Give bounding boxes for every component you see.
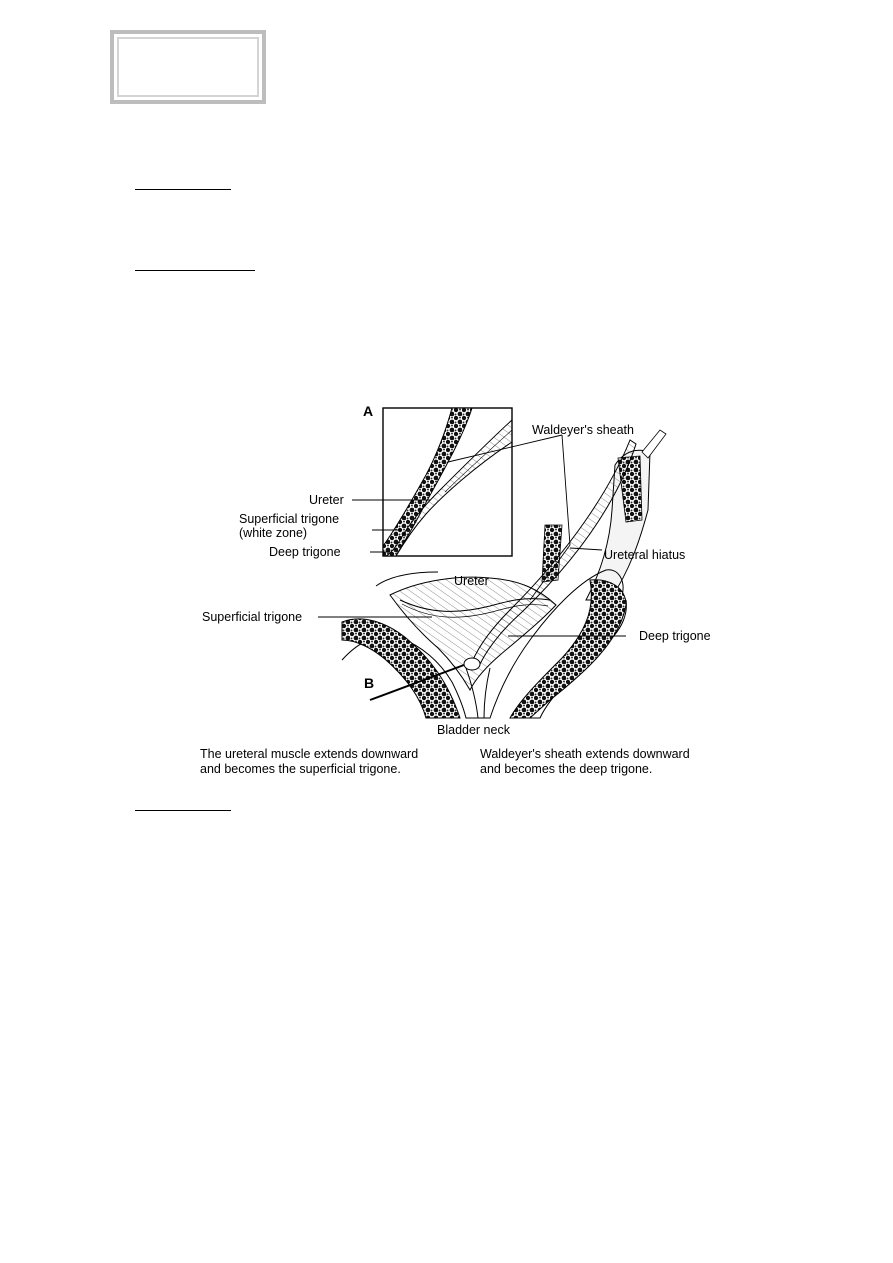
caption-left	[200, 747, 450, 777]
label-superficial-trigone-a-1: Superficial trigone	[239, 512, 340, 526]
label-ureter-b: Ureter	[454, 574, 489, 588]
heading-underline-2	[135, 270, 255, 271]
caption-right-line1: Waldeyer's sheath extends downward	[480, 747, 690, 761]
label-bladder-neck: Bladder neck	[437, 723, 510, 737]
label-ureteral-hiatus: Ureteral hiatus	[604, 548, 686, 562]
label-superficial-trigone-b: Superficial trigone	[202, 610, 303, 624]
caption-left-line1: The ureteral muscle extends downward	[200, 747, 419, 761]
label-superficial-trigone-a-2: (white zone)	[239, 526, 308, 540]
label-waldeyers-sheath: Waldeyer's sheath	[532, 423, 634, 437]
label-ureter-a: Ureter	[309, 493, 344, 507]
caption-right	[480, 747, 730, 777]
heading-underline-1	[135, 189, 231, 190]
label-deep-trigone-b: Deep trigone	[639, 629, 711, 643]
caption-right-line2: and becomes the deep trigone.	[480, 762, 653, 776]
header-box	[110, 30, 266, 104]
heading-underline-3	[135, 810, 231, 811]
trigone-anatomy-figure	[190, 400, 730, 780]
label-deep-trigone-a: Deep trigone	[269, 545, 341, 559]
panel-b-letter: B	[364, 675, 375, 691]
caption-left-line2: and becomes the superficial trigone.	[200, 762, 401, 776]
panel-a-letter: A	[363, 403, 374, 419]
